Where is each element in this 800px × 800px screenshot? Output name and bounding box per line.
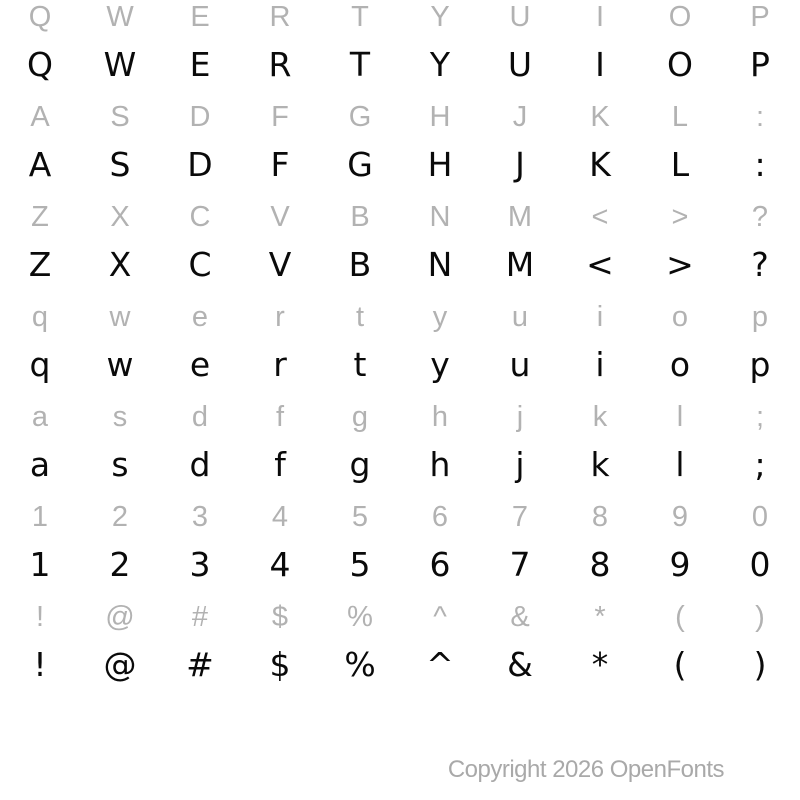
glyph-cell: p: [751, 301, 769, 333]
glyph-cell: B: [348, 245, 372, 284]
glyph-row-gray: [0, 603, 800, 632]
copyright-watermark: Copyright 2026 OpenFonts: [447, 756, 724, 783]
glyph-cell: J: [512, 101, 528, 133]
glyph-cell: q: [31, 301, 49, 333]
glyph-cell: X: [108, 245, 132, 284]
glyph-cell: J: [515, 145, 525, 184]
glyph-cell: (: [675, 601, 685, 633]
glyph-cell: ;: [755, 401, 765, 433]
glyph-cell: u: [511, 301, 529, 333]
glyph-cell: t: [353, 345, 367, 384]
glyph-cell: l: [675, 445, 685, 484]
glyph-row-black: [0, 645, 800, 684]
glyph-cell: t: [355, 301, 365, 333]
glyph-cell: 6: [431, 501, 449, 533]
glyph-cell: e: [189, 345, 211, 384]
glyph-cell: Q: [27, 45, 53, 84]
glyph-cell: $: [269, 645, 291, 684]
glyph-cell: &: [510, 601, 530, 633]
glyph-row-pair: [0, 0, 800, 100]
glyph-cell: &: [507, 645, 533, 684]
glyph-cell: %: [347, 601, 373, 633]
glyph-cell: a: [29, 445, 51, 484]
glyph-cell: E: [189, 45, 211, 84]
glyph-cell: >: [671, 201, 689, 233]
glyph-row-pair: [0, 500, 800, 600]
glyph-cell: I: [595, 1, 605, 33]
glyph-cell: ^: [433, 601, 447, 633]
glyph-cell: o: [671, 301, 689, 333]
glyph-cell: ^: [426, 645, 454, 684]
glyph-cell: g: [351, 401, 369, 433]
glyph-cell: 2: [109, 545, 131, 584]
glyph-cell: ;: [754, 445, 766, 484]
glyph-cell: u: [509, 345, 531, 384]
glyph-cell: k: [590, 445, 610, 484]
glyph-cell: T: [351, 1, 369, 33]
glyph-cell: ?: [751, 201, 769, 233]
glyph-cell: 4: [271, 501, 289, 533]
glyph-cell: 3: [189, 545, 211, 584]
glyph-cell: Z: [31, 201, 49, 233]
glyph-row-pair: [0, 600, 800, 700]
glyph-cell: A: [28, 145, 52, 184]
glyph-cell: C: [189, 201, 211, 233]
glyph-cell: C: [188, 245, 212, 284]
glyph-cell: Z: [28, 245, 52, 284]
glyph-cell: 1: [29, 545, 51, 584]
glyph-cell: M: [505, 245, 535, 284]
glyph-cell: B: [350, 201, 370, 233]
glyph-cell: i: [596, 301, 604, 333]
glyph-cell: ): [753, 645, 767, 684]
glyph-row-gray: [0, 503, 800, 532]
glyph-cell: !: [33, 645, 47, 684]
glyph-row-pair: [0, 200, 800, 300]
glyph-cell: T: [349, 45, 371, 84]
glyph-cell: 9: [669, 545, 691, 584]
glyph-cell: K: [589, 145, 611, 184]
glyph-cell: I: [595, 45, 605, 84]
glyph-cell: 7: [509, 545, 531, 584]
glyph-row-black: [0, 345, 800, 384]
glyph-cell: a: [31, 401, 49, 433]
glyph-cell: j: [515, 445, 525, 484]
glyph-row-gray: [0, 103, 800, 132]
glyph-cell: f: [274, 445, 286, 484]
glyph-cell: @: [105, 601, 135, 633]
glyph-row-black: [0, 145, 800, 184]
glyph-row-black: [0, 45, 800, 84]
glyph-cell: 7: [511, 501, 529, 533]
glyph-row-gray: [0, 303, 800, 332]
glyph-cell: r: [275, 301, 285, 333]
glyph-row-black: [0, 245, 800, 284]
glyph-cell: l: [676, 401, 684, 433]
glyph-cell: H: [429, 101, 451, 133]
glyph-row-black: [0, 545, 800, 584]
glyph-cell: :: [755, 101, 765, 133]
glyph-cell: A: [30, 101, 50, 133]
glyph-row-pair: [0, 400, 800, 500]
glyph-row-pair: [0, 100, 800, 200]
glyph-cell: 0: [749, 545, 771, 584]
glyph-cell: W: [103, 45, 137, 84]
glyph-cell: !: [35, 601, 45, 633]
glyph-cell: 3: [191, 501, 209, 533]
glyph-cell: d: [189, 445, 211, 484]
glyph-cell: $: [271, 601, 289, 633]
glyph-cell: N: [429, 201, 451, 233]
glyph-cell: q: [29, 345, 51, 384]
glyph-row-gray: [0, 403, 800, 432]
glyph-cell: w: [109, 301, 131, 333]
glyph-cell: k: [592, 401, 608, 433]
glyph-row-pair: [0, 300, 800, 400]
glyph-cell: 2: [111, 501, 129, 533]
glyph-cell: <: [586, 245, 614, 284]
glyph-cell: S: [109, 145, 131, 184]
glyph-cell: #: [186, 645, 214, 684]
glyph-cell: P: [750, 45, 770, 84]
glyph-cell: F: [270, 145, 290, 184]
glyph-row-black: [0, 445, 800, 484]
glyph-cell: *: [591, 645, 609, 684]
glyph-cell: Y: [429, 45, 451, 84]
glyph-cell: V: [268, 245, 292, 284]
glyph-cell: V: [270, 201, 290, 233]
glyph-cell: U: [509, 1, 531, 33]
glyph-cell: g: [349, 445, 371, 484]
glyph-cell: S: [110, 101, 130, 133]
glyph-row-gray: [0, 3, 800, 32]
glyph-cell: D: [189, 101, 211, 133]
glyph-cell: R: [269, 1, 291, 33]
glyph-cell: 4: [269, 545, 291, 584]
glyph-cell: 9: [671, 501, 689, 533]
glyph-row-gray: [0, 203, 800, 232]
glyph-cell: h: [431, 401, 449, 433]
glyph-cell: X: [110, 201, 130, 233]
glyph-cell: @: [103, 645, 137, 684]
glyph-cell: 6: [429, 545, 451, 584]
glyph-cell: %: [344, 645, 376, 684]
glyph-cell: j: [516, 401, 524, 433]
glyph-cell: s: [112, 401, 128, 433]
glyph-cell: d: [191, 401, 209, 433]
glyph-cell: >: [666, 245, 694, 284]
glyph-cell: *: [594, 601, 606, 633]
glyph-cell: 1: [31, 501, 49, 533]
glyph-cell: U: [507, 45, 533, 84]
glyph-cell: 0: [751, 501, 769, 533]
glyph-cell: :: [754, 145, 766, 184]
glyph-cell: o: [669, 345, 691, 384]
glyph-cell: R: [268, 45, 292, 84]
glyph-cell: s: [111, 445, 129, 484]
glyph-cell: P: [750, 1, 770, 33]
glyph-cell: O: [668, 1, 692, 33]
glyph-cell: Q: [28, 1, 52, 33]
glyph-cell: 8: [589, 545, 611, 584]
glyph-cell: h: [429, 445, 451, 484]
glyph-cell: L: [671, 101, 689, 133]
glyph-cell: F: [271, 101, 289, 133]
glyph-cell: N: [427, 245, 453, 284]
glyph-cell: 5: [351, 501, 369, 533]
glyph-cell: <: [591, 201, 609, 233]
glyph-cell: r: [273, 345, 287, 384]
glyph-cell: f: [275, 401, 285, 433]
glyph-cell: w: [106, 345, 134, 384]
glyph-cell: G: [347, 145, 373, 184]
glyph-cell: #: [191, 601, 209, 633]
glyph-cell: 8: [591, 501, 609, 533]
glyph-cell: y: [432, 301, 448, 333]
glyph-cell: ): [755, 601, 765, 633]
glyph-cell: G: [348, 101, 372, 133]
glyph-cell: y: [430, 345, 450, 384]
glyph-cell: H: [427, 145, 453, 184]
glyph-cell: E: [190, 1, 210, 33]
glyph-cell: p: [749, 345, 771, 384]
glyph-cell: (: [673, 645, 687, 684]
glyph-cell: Y: [430, 1, 450, 33]
glyph-cell: e: [191, 301, 209, 333]
glyph-cell: M: [507, 201, 533, 233]
glyph-cell: K: [590, 101, 610, 133]
glyph-cell: L: [670, 145, 690, 184]
glyph-cell: D: [187, 145, 213, 184]
glyph-cell: 5: [349, 545, 371, 584]
glyph-cell: i: [595, 345, 605, 384]
glyph-cell: ?: [751, 245, 769, 284]
glyph-cell: W: [106, 1, 134, 33]
glyph-cell: O: [667, 45, 693, 84]
